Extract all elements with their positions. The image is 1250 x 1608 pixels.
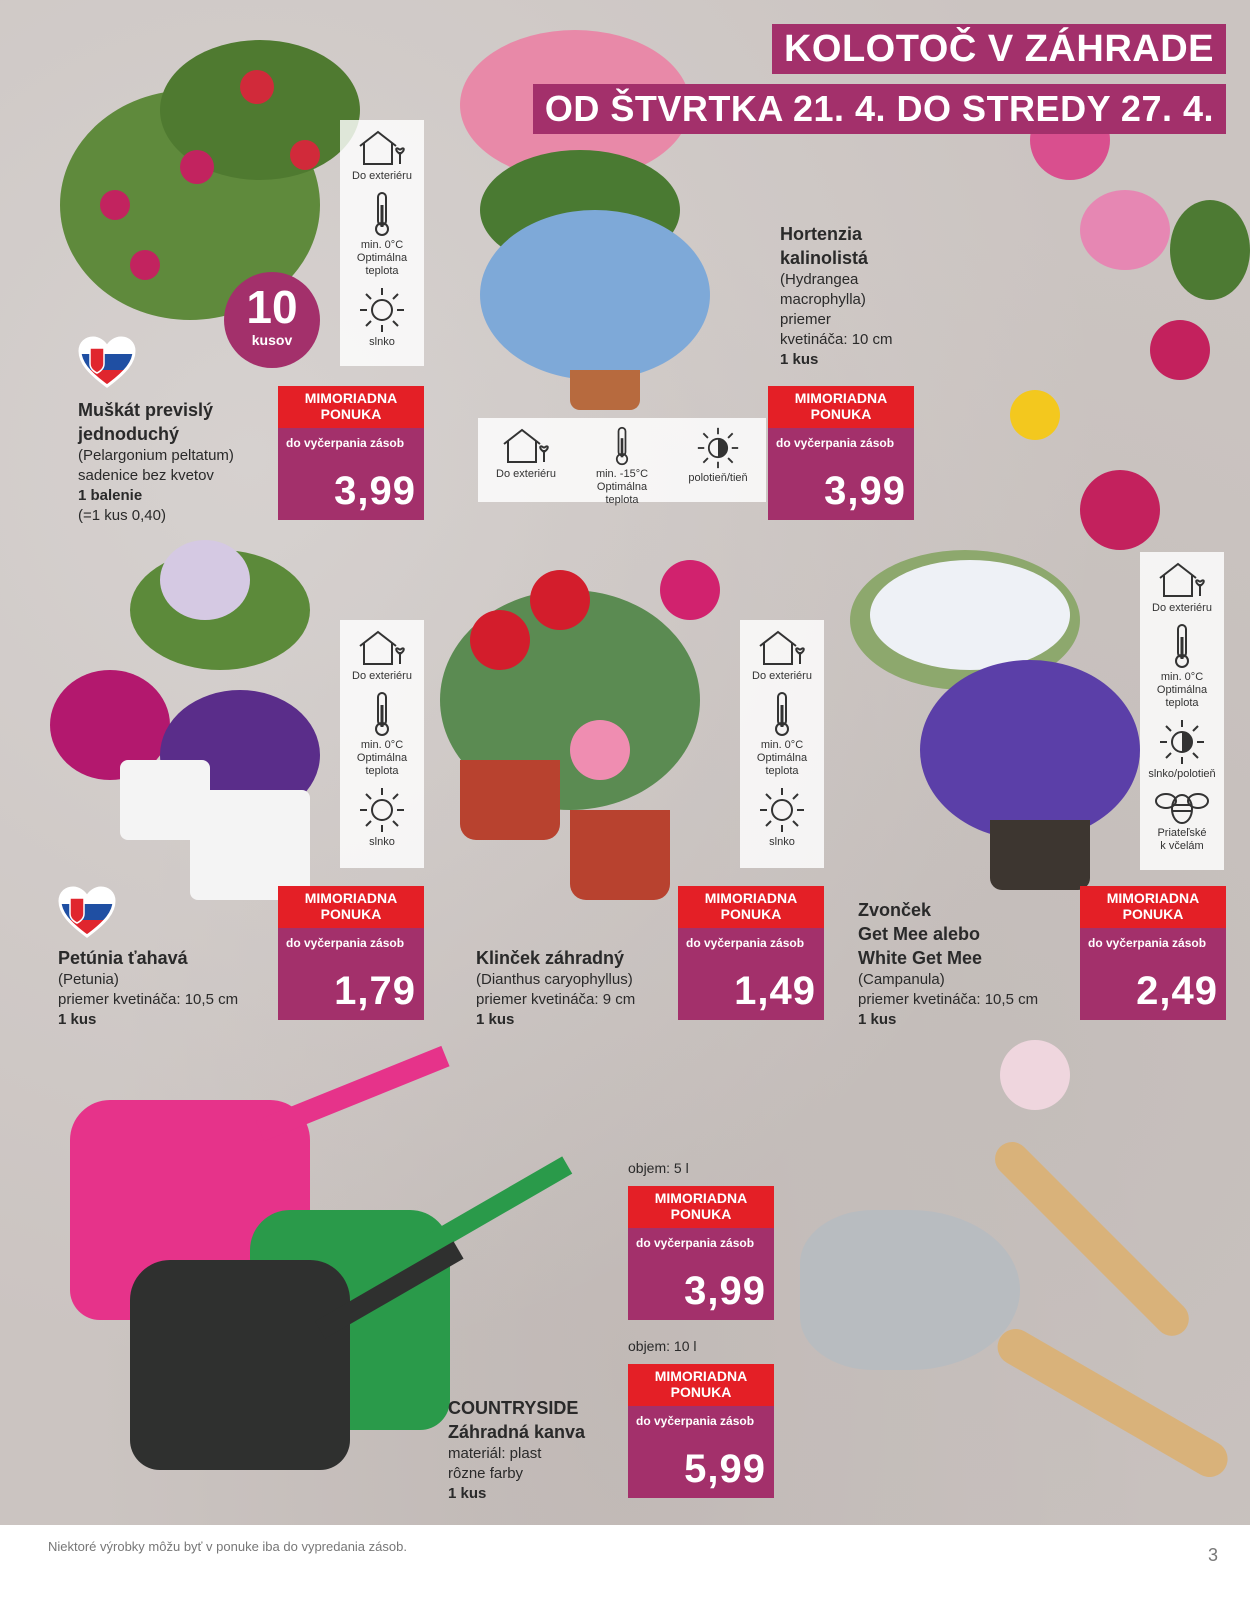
product-title: Klinček záhradný — [476, 948, 625, 968]
product-quantity: 1 kus — [448, 1485, 487, 1502]
garden-tools-photo — [800, 1020, 1250, 1490]
product-detail: priemer — [780, 311, 831, 328]
outdoor-icon — [1156, 560, 1208, 600]
headline-campaign: KOLOTOČ V ZÁHRADE — [772, 24, 1226, 74]
thermometer-icon — [370, 191, 394, 237]
unit-price: (=1 kus 0,40) — [78, 507, 166, 524]
price: 3,99 — [824, 469, 906, 513]
kanva-10l-price-tag — [628, 1364, 774, 1498]
hortenzia-care-panel — [478, 418, 766, 506]
hortenzia-price-tag — [768, 386, 914, 520]
sun-label: slnko — [369, 336, 395, 348]
product-detail: priemer kvetináča: 10,5 cm — [58, 991, 239, 1008]
outdoor-icon — [500, 426, 552, 466]
kanva-5l-price-tag — [628, 1186, 774, 1320]
klincek-description — [476, 946, 635, 1030]
quantity-badge — [224, 272, 320, 368]
temp-label: Optimálna — [596, 481, 648, 493]
min-temp-label: min. 0°C — [360, 239, 404, 251]
petunia-description — [58, 946, 238, 1030]
product-latin: macrophylla) — [780, 291, 866, 308]
promo-label: PONUKA — [670, 1384, 732, 1400]
footer-note: Niektoré výrobky môžu byť v ponuke iba do vypredania zásob. — [48, 1539, 407, 1554]
product-quantity: 1 balenie — [78, 487, 143, 504]
stock-note: do vyčerpania zásob — [1088, 936, 1207, 950]
product-latin: (Hydrangea — [780, 271, 859, 288]
temp-label: teplota — [1165, 697, 1199, 709]
stock-note: do vyčerpania zásob — [636, 1414, 755, 1428]
stock-note: do vyčerpania zásob — [636, 1236, 755, 1250]
promo-label: MIMORIADNA — [654, 1368, 748, 1384]
promo-label: MIMORIADNA — [1106, 890, 1200, 906]
thermometer-icon — [1170, 623, 1194, 669]
thermometer-icon — [610, 426, 634, 466]
product-title: Get Mee alebo — [858, 924, 981, 944]
promo-label: PONUKA — [810, 406, 872, 422]
light-label: slnko/polotieň — [1148, 768, 1216, 780]
product-title: Muškát previslý — [78, 400, 214, 420]
min-temp-label: min. 0°C — [360, 739, 404, 751]
klincek-care-panel — [740, 620, 824, 868]
sun-part-shade-icon — [1158, 718, 1206, 766]
part-shade-icon — [694, 426, 742, 470]
price: 3,99 — [684, 1269, 766, 1313]
stock-note: do vyčerpania zásob — [286, 436, 405, 450]
min-temp-label: min. -15°C — [595, 468, 649, 480]
product-title: COUNTRYSIDE — [448, 1398, 579, 1418]
product-detail: materiál: plast — [448, 1445, 542, 1462]
zvoncek-description — [858, 898, 1038, 1030]
product-latin: (Dianthus caryophyllus) — [476, 971, 633, 988]
temp-label: teplota — [365, 265, 399, 277]
temp-label: teplota — [765, 765, 799, 777]
product-detail: priemer kvetináča: 9 cm — [476, 991, 636, 1008]
price: 2,49 — [1136, 969, 1218, 1013]
sun-icon — [358, 286, 406, 334]
product-title: Zvonček — [858, 900, 932, 920]
temp-label: Optimálna — [756, 752, 808, 764]
promo-label: MIMORIADNA — [304, 890, 398, 906]
promo-label: PONUKA — [1122, 906, 1184, 922]
volume-label: objem: 10 l — [628, 1338, 697, 1354]
stock-note: do vyčerpania zásob — [776, 436, 895, 450]
promo-label: MIMORIADNA — [794, 390, 888, 406]
sun-label: slnko — [369, 836, 395, 848]
zvoncek-price-tag — [1080, 886, 1226, 1020]
petunia-photo — [50, 540, 340, 910]
outdoor-label: Do exteriéru — [496, 468, 556, 480]
product-title: Petúnia ťahavá — [58, 948, 188, 968]
bee-label: k včelám — [1160, 840, 1204, 852]
product-quantity: 1 kus — [476, 1011, 515, 1028]
min-temp-label: min. 0°C — [760, 739, 804, 751]
muskat-care-panel — [340, 120, 424, 366]
price: 1,79 — [334, 969, 416, 1013]
product-detail: rôzne farby — [448, 1465, 524, 1482]
min-temp-label: min. 0°C — [1160, 671, 1204, 683]
sun-icon — [758, 786, 806, 834]
thermometer-icon — [770, 691, 794, 737]
stock-note: do vyčerpania zásob — [686, 936, 805, 950]
temp-label: teplota — [365, 765, 399, 777]
muskat-description — [78, 398, 234, 526]
product-title: Hortenzia — [780, 224, 863, 244]
sun-label: slnko — [769, 836, 795, 848]
product-detail: priemer kvetináča: 10,5 cm — [858, 991, 1039, 1008]
outdoor-label: Do exteriéru — [352, 170, 412, 182]
outdoor-icon — [356, 128, 408, 168]
product-quantity: 1 kus — [780, 351, 819, 368]
light-label: polotieň/tieň — [688, 472, 748, 484]
slovak-flag-heart-icon — [78, 336, 136, 388]
petunia-care-panel — [340, 620, 424, 868]
price: 1,49 — [734, 969, 816, 1013]
temp-label: Optimálna — [356, 252, 408, 264]
product-title: jednoduchý — [78, 424, 180, 444]
bee-label: Priateľské — [1157, 827, 1207, 839]
hortenzia-description — [780, 222, 893, 370]
promo-label: MIMORIADNA — [304, 390, 398, 406]
petunia-price-tag — [278, 886, 424, 1020]
promo-label: PONUKA — [320, 906, 382, 922]
stock-note: do vyčerpania zásob — [286, 936, 405, 950]
klincek-price-tag — [678, 886, 824, 1020]
kanva-description — [448, 1396, 585, 1504]
outdoor-icon — [356, 628, 408, 668]
outdoor-label: Do exteriéru — [1152, 602, 1212, 614]
muskat-price-tag — [278, 386, 424, 520]
temp-label: Optimálna — [1156, 684, 1208, 696]
product-latin: (Campanula) — [858, 971, 945, 988]
product-title: White Get Mee — [858, 948, 983, 968]
slovak-flag-heart-icon — [58, 886, 116, 938]
page-number: 3 — [1207, 1545, 1218, 1565]
product-title: Záhradná kanva — [448, 1422, 586, 1442]
headline-dates: OD ŠTVRTKA 21. 4. DO STREDY 27. 4. — [533, 84, 1226, 134]
outdoor-label: Do exteriéru — [352, 670, 412, 682]
temp-label: teplota — [605, 494, 639, 506]
outdoor-icon — [756, 628, 808, 668]
product-latin: (Pelargonium peltatum) — [78, 447, 234, 464]
product-latin: (Petunia) — [58, 971, 119, 988]
product-title: kalinolistá — [780, 248, 869, 268]
badge-number: 10 — [246, 281, 298, 333]
product-detail: kvetináča: 10 cm — [780, 331, 893, 348]
volume-label: objem: 5 l — [628, 1160, 689, 1176]
promo-label: PONUKA — [720, 906, 782, 922]
temp-label: Optimálna — [356, 752, 408, 764]
promo-label: PONUKA — [670, 1206, 732, 1222]
zvoncek-care-panel — [1140, 552, 1224, 870]
badge-unit: kusov — [251, 332, 293, 348]
promo-label: MIMORIADNA — [704, 890, 798, 906]
promo-label: PONUKA — [320, 406, 382, 422]
promo-label: MIMORIADNA — [654, 1190, 748, 1206]
outdoor-label: Do exteriéru — [752, 670, 812, 682]
campanula-photo — [850, 530, 1140, 900]
sun-icon — [358, 786, 406, 834]
product-quantity: 1 kus — [858, 1011, 897, 1028]
footer — [0, 1525, 1250, 1608]
product-quantity: 1 kus — [58, 1011, 97, 1028]
price: 3,99 — [334, 469, 416, 513]
bee-icon — [1154, 789, 1210, 825]
thermometer-icon — [370, 691, 394, 737]
carnation-photo — [420, 530, 730, 910]
price: 5,99 — [684, 1447, 766, 1491]
product-detail: sadenice bez kvetov — [78, 467, 214, 484]
